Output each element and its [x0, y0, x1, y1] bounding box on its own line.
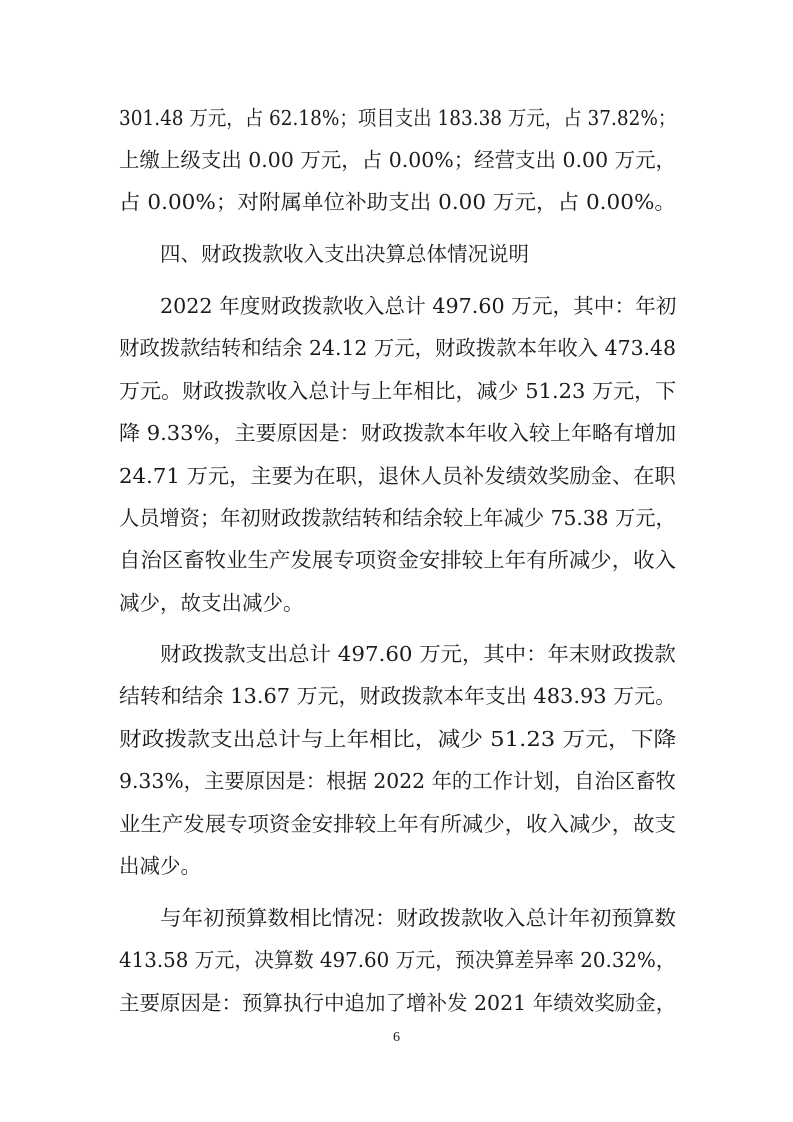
page-number: 6: [393, 1030, 400, 1045]
text-line: 降 9.33%，主要原因是：财政拨款本年收入较上年略有增加: [119, 421, 677, 445]
text-line: 财政拨款支出总计与上年相比，减少 51.23 万元，下降: [119, 727, 677, 751]
text-line: 万元。财政拨款收入总计与上年相比，减少 51.23 万元，下: [119, 379, 677, 403]
text-line: 减少，故支出减少。: [119, 591, 304, 615]
text-line: 财政拨款结转和结余 24.12 万元，财政拨款本年收入 473.48: [119, 336, 676, 360]
text-line: 自治区畜牧业生产发展专项资金安排较上年有所减少，收入: [119, 548, 676, 572]
text-line: 与年初预算数相比情况：财政拨款收入总计年初预算数: [160, 906, 676, 930]
text-line: 413.58 万元，决算数 497.60 万元，预决算差异率 20.32%，: [119, 948, 676, 972]
text-line: 业生产发展专项资金安排较上年有所减少，收入减少，故支: [119, 812, 676, 836]
text-line: 301.48 万元，占 62.18%；项目支出 183.38 万元，占 37.82%；: [119, 106, 677, 130]
text-line: 主要原因是：预算执行中追加了增补发 2021 年绩效奖励金，: [119, 991, 677, 1015]
section-heading: 四、财政拨款收入支出决算总体情况说明: [160, 242, 529, 266]
text-line: 人员增资；年初财政拨款结转和结余较上年减少 75.38 万元，: [119, 506, 676, 530]
text-line: 占 0.00%；对附属单位补助支出 0.00 万元，占 0.00%。: [119, 190, 676, 214]
text-line: 2022 年度财政拨款收入总计 497.60 万元，其中：年初: [160, 294, 677, 318]
text-line: 财政拨款支出总计 497.60 万元，其中：年末财政拨款: [160, 642, 676, 666]
text-line: 9.33%，主要原因是：根据 2022 年的工作计划，自治区畜牧: [119, 769, 676, 793]
text-line: 结转和结余 13.67 万元，财政拨款本年支出 483.93 万元。: [119, 684, 676, 708]
text-line: 上缴上级支出 0.00 万元，占 0.00%；经营支出 0.00 万元，: [119, 148, 676, 172]
text-line: 出减少。: [119, 854, 201, 878]
text-line: 24.71 万元，主要为在职，退休人员补发绩效奖励金、在职: [119, 464, 676, 488]
